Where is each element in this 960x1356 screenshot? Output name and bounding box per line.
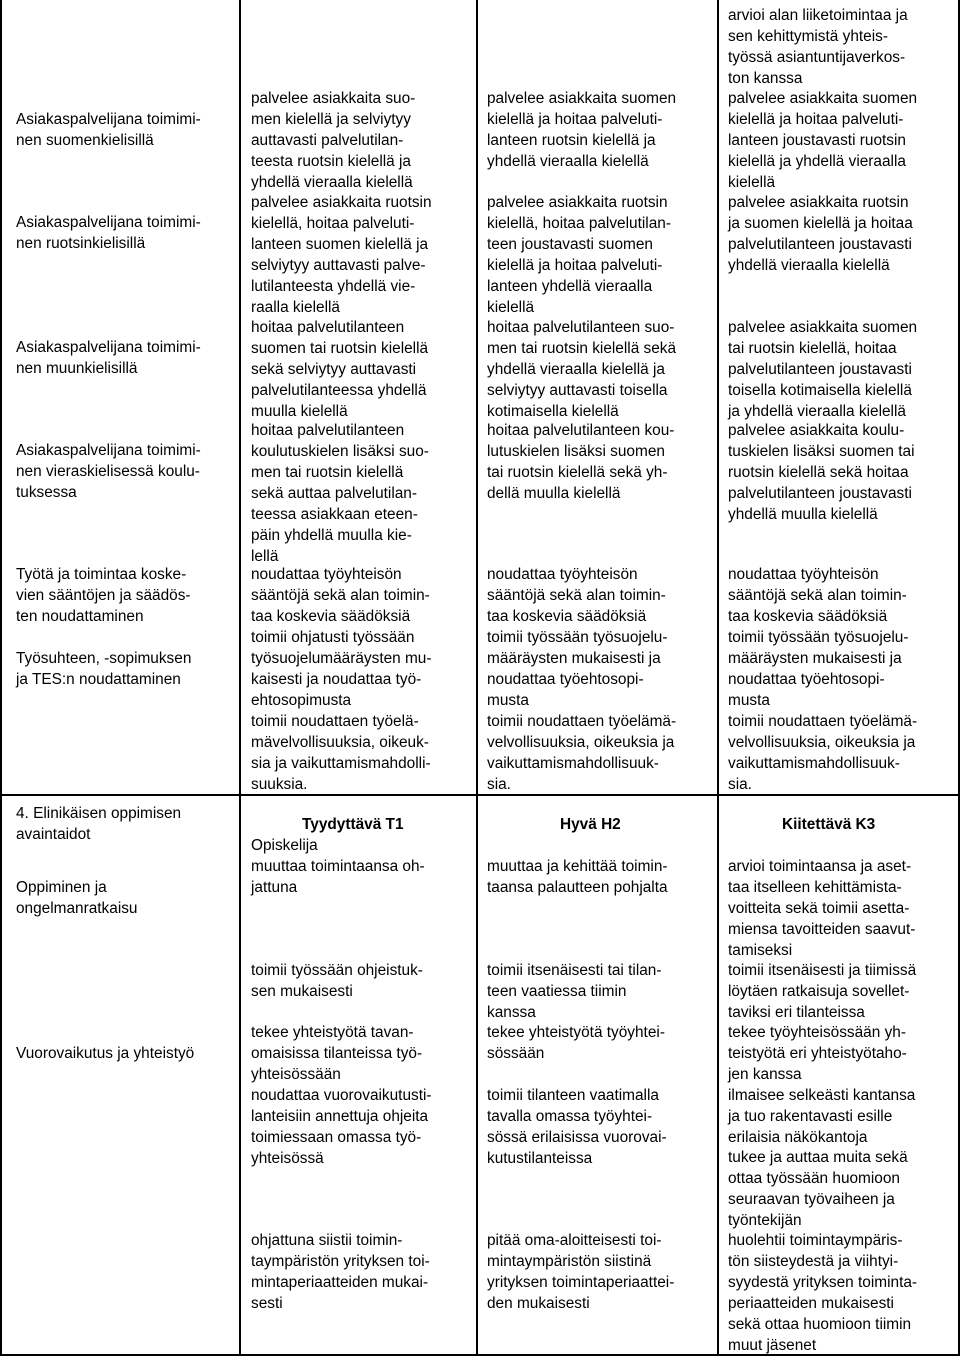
- t1-criterion-6: toimii ohjatusti työssään työsuojelumääräysten mu- kaisesti ja noudattaa työ- ehtosopimusta: [251, 629, 432, 709]
- h2-skill-4: toimii tilanteen vaatimalla tavalla omassa työyhtei- sössä erilaisissa vuorovai- kutustilanteissa: [487, 1087, 667, 1167]
- k3-criterion-3: palvelee asiakkaita suomen tai ruotsin kielellä, hoitaa palvelutilanteen joustavasti toisella kotimaisella kielellä ja yhdellä vieraalla kielellä: [728, 319, 918, 420]
- t1-criterion-3: hoitaa palvelutilanteen suomen tai ruotsin kielellä sekä selviytyy auttavasti palvelutilanteessa yhdellä muulla kielellä: [251, 319, 429, 420]
- competence-learning-problem-solving: Oppiminen ja ongelmanratkaisu: [16, 879, 138, 917]
- competence-swedish-service: Asiakaspalvelijana toimimi- nen ruotsinkielisillä: [16, 214, 201, 252]
- grade-k3-header: Kiitettävä K3: [782, 816, 876, 833]
- section-title: 4. Elinikäisen oppimisen avaintaidot: [16, 805, 182, 843]
- k3-criterion-4: palvelee asiakkaita koulu- tuskielen lisäksi suomen tai ruotsin kielellä sekä hoitaa palvelutilanteen joustavasti yhdellä muulla kielellä: [728, 422, 915, 523]
- k3-criterion-0: arvioi alan liiketoimintaa ja sen kehittymistä yhteis- työssä asiantuntijaverkos- ton kanssa: [728, 7, 908, 87]
- k3-skill-5: tukee ja auttaa muita sekä ottaa työssään huomioon seuraavan työvaiheen ja työntekijän: [728, 1149, 908, 1229]
- h2-criterion-2: palvelee asiakkaita ruotsin kielellä, hoitaa palvelutilan- teen joustavasti suomen kielellä ja hoitaa palveluti- lanteen yhdellä vieraalla kielellä: [487, 194, 671, 316]
- k3-criterion-1: palvelee asiakkaita suomen kielellä ja hoitaa palveluti- lanteen joustavasti ruotsin kielellä ja yhdellä vieraalla kielellä: [728, 90, 918, 191]
- h2-criterion-4: hoitaa palvelutilanteen kou- lutuskielen lisäksi suomen tai ruotsin kielellä sekä yh- dellä muulla kielellä: [487, 422, 675, 502]
- h2-criterion-1: palvelee asiakkaita suomen kielellä ja hoitaa palveluti- lanteen ruotsin kielellä ja yhdellä vieraalla kielellä: [487, 90, 677, 170]
- k3-criterion-2: palvelee asiakkaita ruotsin ja suomen kielellä ja hoitaa palvelutilanteen joustavasti yhdellä vieraalla kielellä: [728, 194, 913, 274]
- t1-criterion-7: toimii noudattaen työelä- mävelvollisuuksia, oikeuk- sia ja vaikuttamismahdolli- suuksia.: [251, 713, 431, 793]
- grade-h2-header: Hyvä H2: [560, 816, 621, 833]
- t1-skill-1: muuttaa toimintaansa oh- jattuna: [251, 858, 425, 896]
- table-border-col3: [717, 0, 719, 1356]
- k3-criterion-7: toimii noudattaen työelämä- velvollisuuksia, oikeuksia ja vaikuttamismahdollisuuk- sia.: [728, 713, 918, 793]
- h2-skill-3: tekee yhteistyötä työyhtei- sössään: [487, 1024, 665, 1062]
- h2-criterion-5: noudattaa työyhteisön sääntöjä sekä alan toimin- taa koskevia säädöksiä: [487, 566, 666, 625]
- k3-skill-2: toimii itsenäisesti ja tiimissä löytäen ratkaisuja sovellet- taviksi eri tilanteissa: [728, 962, 917, 1021]
- k3-criterion-5: noudattaa työyhteisön sääntöjä sekä alan toimin- taa koskevia säädöksiä: [728, 566, 907, 625]
- subject-label: Opiskelija: [251, 837, 318, 854]
- k3-skill-6: huolehtii toimintaympäris- tön siisteydestä ja viihtyi- syydestä yrityksen toiminta- periaatteiden mukaisesti sekä ottaa huomioon tiimin muut jäsenet: [728, 1232, 918, 1354]
- h2-criterion-3: hoitaa palvelutilanteen suo- men tai ruotsin kielellä sekä yhdellä vieraalla kielellä ja selviytyy auttavasti toisella kotimaisella kielellä: [487, 319, 677, 420]
- h2-criterion-7: toimii noudattaen työelämä- velvollisuuksia, oikeuksia ja vaikuttamismahdollisuuk- sia.: [487, 713, 677, 793]
- table-border-left: [0, 0, 2, 1356]
- h2-skill-2: toimii itsenäisesti tai tilan- teen vaatiessa tiimin kanssa: [487, 962, 662, 1021]
- k3-skill-3: tekee työyhteisössään yh- teistyötä eri yhteistyötaho- jen kanssa: [728, 1024, 907, 1083]
- k3-criterion-6: toimii työssään työsuojelu- määräysten mukaisesti ja noudattaa työehtosopi- musta: [728, 629, 909, 709]
- h2-skill-1: muuttaa ja kehittää toimin- taansa palautteen pohjalta: [487, 858, 668, 896]
- t1-criterion-5: noudattaa työyhteisön sääntöjä sekä alan toimin- taa koskevia säädöksiä: [251, 566, 430, 625]
- h2-criterion-6: toimii työssään työsuojelu- määräysten mukaisesti ja noudattaa työehtosopi- musta: [487, 629, 668, 709]
- competence-interaction-cooperation: Vuorovaikutus ja yhteistyö: [16, 1045, 195, 1062]
- k3-skill-1: arvioi toimintaansa ja aset- taa itselleen kehittämista- voitteita sekä toimii asetta- miensa tavoitteiden saavut- tamiseksi: [728, 858, 916, 959]
- t1-skill-3: tekee yhteistyötä tavan- omaisissa tilanteissa työ- yhteisössään: [251, 1024, 423, 1083]
- competence-foreign-language-education: Asiakaspalvelijana toimimi- nen vieraskielisessä koulu- tuksessa: [16, 442, 201, 501]
- table-border-col1: [239, 0, 241, 1356]
- grade-t1-header: Tyydyttävä T1: [302, 816, 404, 833]
- t1-criterion-4: hoitaa palvelutilanteen koulutuskielen lisäksi suo- men tai ruotsin kielellä sekä auttaa palvelutilan- teessa asiakkaan eteen- päin yhdellä muulla kie- lellä: [251, 422, 429, 565]
- t1-criterion-2: palvelee asiakkaita ruotsin kielellä, hoitaa palveluti- lanteen suomen kielellä ja selviytyy auttavasti palve- lutilanteesta yhdellä vie- raalla kielellä: [251, 194, 432, 316]
- competence-finnish-service: Asiakaspalvelijana toimimi- nen suomenkielisillä: [16, 111, 201, 149]
- t1-criterion-1: palvelee asiakkaita suo- men kielellä ja selviytyy auttavasti palvelutilan- teesta ruotsin kielellä ja yhdellä vieraalla kielellä: [251, 90, 416, 191]
- table-border-col2: [476, 0, 478, 1356]
- h2-skill-5: pitää oma-aloitteisesti toi- mintaympäristön siistinä yrityksen toimintaperiaattei- den mukaisesti: [487, 1232, 675, 1312]
- t1-skill-2: toimii työssään ohjeistuk- sen mukaisesti: [251, 962, 423, 1000]
- competence-employment-agreement: Työsuhteen, -sopimuksen ja TES:n noudattaminen: [16, 650, 192, 688]
- t1-skill-5: ohjattuna siistii toimin- taympäristön yrityksen toi- mintaperiaatteiden mukai- sesti: [251, 1232, 430, 1312]
- competence-other-language-service: Asiakaspalvelijana toimimi- nen muunkielisillä: [16, 339, 201, 377]
- t1-skill-4: noudattaa vuorovaikutusti- lanteisiin annettuja ohjeita toimiessaan omassa työ- yhteisössä: [251, 1087, 432, 1167]
- k3-skill-4: ilmaisee selkeästi kantansa ja tuo rakentavasti esille erilaisia näkökantoja: [728, 1087, 916, 1146]
- competence-work-regulations: Työtä ja toimintaa koske- vien sääntöjen ja säädös- ten noudattaminen: [16, 566, 191, 625]
